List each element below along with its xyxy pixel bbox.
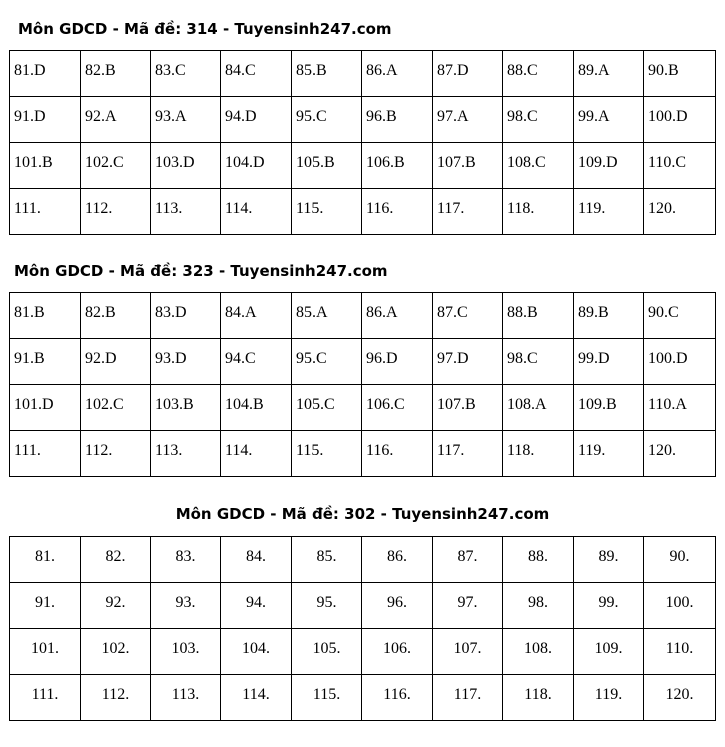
answer-text: 86.A	[366, 304, 398, 321]
answer-cell	[433, 431, 503, 477]
answer-text: 103.B	[155, 396, 194, 413]
answer-cell	[362, 189, 433, 235]
answer-text: 98.C	[507, 108, 538, 125]
answer-cell	[81, 97, 151, 143]
answer-table-323	[9, 292, 716, 477]
answer-cell	[433, 629, 503, 675]
answer-text: 104.D	[225, 154, 265, 171]
answer-text: 114.	[242, 686, 270, 703]
answer-text: 81.	[35, 548, 55, 565]
answer-cell	[221, 189, 292, 235]
answer-cell	[292, 537, 362, 583]
answer-text: 112.	[85, 442, 113, 459]
answer-cell	[574, 293, 644, 339]
answer-cell	[292, 385, 362, 431]
answer-text: 86.A	[366, 62, 398, 79]
answer-text: 109.	[594, 640, 623, 657]
answer-text: 117.	[437, 200, 465, 217]
answer-cell	[503, 629, 574, 675]
answer-text: 85.A	[296, 304, 328, 321]
answer-cell	[644, 189, 716, 235]
answer-text: 83.	[175, 548, 196, 565]
answer-cell	[292, 293, 362, 339]
answer-text: 110.	[665, 640, 694, 657]
answer-cell	[433, 51, 503, 97]
answer-cell	[151, 293, 221, 339]
answer-text: 114.	[225, 442, 253, 459]
answer-text: 104.B	[225, 396, 264, 413]
answer-cell	[221, 675, 292, 721]
answer-cell	[644, 97, 716, 143]
answer-text: 97.A	[437, 108, 469, 125]
answer-text: 116.	[383, 686, 411, 703]
answer-cell	[10, 339, 81, 385]
answer-text: 112.	[101, 686, 130, 703]
answer-text: 85.	[316, 548, 337, 565]
answer-text: 84.C	[225, 62, 256, 79]
answer-cell	[433, 583, 503, 629]
answer-cell	[81, 583, 151, 629]
answer-cell	[221, 97, 292, 143]
answer-text: 97.D	[437, 350, 469, 367]
answer-text: 81.D	[14, 62, 46, 79]
answer-text: 117.	[437, 442, 465, 459]
answer-cell	[362, 97, 433, 143]
answer-cell	[151, 97, 221, 143]
answer-text: 108.A	[507, 396, 547, 413]
answer-text: 83.D	[155, 304, 187, 321]
section-title-302: Môn GDCD - Mã đề: 302 - Tuyensinh247.com	[175, 505, 550, 523]
table-row	[10, 97, 716, 143]
answer-cell	[81, 189, 151, 235]
answer-text: 105.B	[296, 154, 335, 171]
answer-text: 92.A	[85, 108, 117, 125]
section-title-323: Môn GDCD - Mã đề: 323 - Tuyensinh247.com	[14, 262, 388, 280]
answer-text: 87.	[457, 548, 478, 565]
answer-text: 87.C	[437, 304, 468, 321]
answer-cell	[574, 51, 644, 97]
section-title-314: Môn GDCD - Mã đề: 314 - Tuyensinh247.com	[18, 20, 392, 38]
answer-text: 93.	[175, 594, 196, 611]
answer-text: 95.C	[296, 108, 327, 125]
answer-cell	[433, 385, 503, 431]
table-row	[10, 339, 716, 385]
table-row	[10, 143, 716, 189]
answer-text: 95.	[316, 594, 337, 611]
answer-cell	[221, 339, 292, 385]
answer-text: 108.	[524, 640, 552, 657]
answer-text: 116.	[366, 200, 394, 217]
answer-text: 84.A	[225, 304, 257, 321]
answer-text: 99.A	[578, 108, 610, 125]
table-row	[10, 675, 716, 721]
answer-text: 105.	[312, 640, 341, 657]
answer-cell	[81, 675, 151, 721]
table-row	[10, 385, 716, 431]
answer-cell	[644, 431, 716, 477]
answer-cell	[574, 339, 644, 385]
answer-cell	[574, 537, 644, 583]
answer-cell	[362, 293, 433, 339]
answer-cell	[292, 143, 362, 189]
answer-cell	[221, 293, 292, 339]
answer-text: 93.D	[155, 350, 187, 367]
answer-cell	[81, 537, 151, 583]
answer-text: 102.	[101, 640, 130, 657]
answer-cell	[644, 143, 716, 189]
table-row	[10, 583, 716, 629]
answer-cell	[644, 293, 716, 339]
answer-cell	[151, 385, 221, 431]
answer-text: 83.C	[155, 62, 186, 79]
answer-cell	[503, 385, 574, 431]
answer-cell	[503, 51, 574, 97]
answer-text: 88.C	[507, 62, 538, 79]
answer-cell	[151, 537, 221, 583]
answer-cell	[151, 629, 221, 675]
answer-cell	[10, 293, 81, 339]
answer-cell	[151, 189, 221, 235]
answer-cell	[10, 51, 81, 97]
answer-text: 119.	[578, 442, 606, 459]
answer-cell	[10, 629, 81, 675]
answer-cell	[221, 143, 292, 189]
table-row	[10, 431, 716, 477]
answer-cell	[362, 143, 433, 189]
answer-cell	[362, 339, 433, 385]
answer-text: 102.C	[85, 154, 124, 171]
answer-text: 82.B	[85, 304, 116, 321]
answer-text: 117.	[453, 686, 482, 703]
answer-cell	[503, 431, 574, 477]
table-row	[10, 537, 716, 583]
answer-text: 96.D	[366, 350, 398, 367]
answer-cell	[292, 189, 362, 235]
answer-cell	[151, 675, 221, 721]
answer-text: 90.B	[648, 62, 679, 79]
answer-cell	[433, 189, 503, 235]
answer-cell	[151, 431, 221, 477]
answer-text: 114.	[225, 200, 253, 217]
answer-cell	[503, 97, 574, 143]
answer-text: 101.	[31, 640, 59, 657]
answer-cell	[10, 583, 81, 629]
answer-cell	[574, 385, 644, 431]
answer-text: 105.C	[296, 396, 335, 413]
answer-text: 109.D	[578, 154, 618, 171]
answer-cell	[151, 51, 221, 97]
answer-text: 106.	[383, 640, 411, 657]
answer-table-314	[9, 50, 716, 235]
answer-cell	[81, 51, 151, 97]
answer-cell	[503, 675, 574, 721]
answer-cell	[433, 339, 503, 385]
answer-cell	[10, 97, 81, 143]
answer-text: 88.B	[507, 304, 538, 321]
answer-cell	[574, 675, 644, 721]
answer-cell	[10, 189, 81, 235]
answer-text: 90.C	[648, 304, 679, 321]
answer-text: 82.B	[85, 62, 116, 79]
table-row	[10, 51, 716, 97]
answer-cell	[362, 385, 433, 431]
answer-cell	[292, 629, 362, 675]
answer-text: 120.	[648, 200, 676, 217]
answer-cell	[362, 431, 433, 477]
answer-cell	[221, 385, 292, 431]
answer-text: 118.	[507, 442, 535, 459]
answer-cell	[644, 385, 716, 431]
answer-text: 87.D	[437, 62, 469, 79]
answer-text: 99.D	[578, 350, 610, 367]
answer-text: 89.B	[578, 304, 609, 321]
answer-text: 86.	[387, 548, 407, 565]
answer-text: 112.	[85, 200, 113, 217]
answer-cell	[81, 385, 151, 431]
answer-text: 106.C	[366, 396, 405, 413]
answer-text: 103.	[171, 640, 200, 657]
answer-cell	[362, 629, 433, 675]
answer-text: 120.	[648, 442, 676, 459]
answer-text: 111.	[14, 442, 41, 459]
answer-cell	[362, 537, 433, 583]
answer-cell	[644, 537, 716, 583]
answer-text: 106.B	[366, 154, 405, 171]
answer-text: 96.B	[366, 108, 397, 125]
answer-cell	[292, 431, 362, 477]
answer-cell	[151, 339, 221, 385]
answer-text: 98.C	[507, 350, 538, 367]
answer-text: 92.D	[85, 350, 117, 367]
answer-text: 111.	[31, 686, 59, 703]
answer-cell	[292, 339, 362, 385]
answer-cell	[433, 143, 503, 189]
answer-cell	[574, 431, 644, 477]
answer-text: 102.C	[85, 396, 124, 413]
answer-cell	[292, 51, 362, 97]
answer-cell	[10, 675, 81, 721]
answer-text: 104.	[242, 640, 270, 657]
answer-cell	[574, 97, 644, 143]
answer-cell	[81, 629, 151, 675]
answer-text: 107.B	[437, 154, 476, 171]
table-row	[10, 293, 716, 339]
answer-cell	[81, 431, 151, 477]
answer-text: 88.	[528, 548, 548, 565]
answer-cell	[81, 293, 151, 339]
answer-cell	[644, 51, 716, 97]
answer-text: 100.D	[648, 108, 688, 125]
answer-cell	[81, 143, 151, 189]
answer-text: 110.C	[648, 154, 687, 171]
answer-text: 113.	[171, 686, 200, 703]
answer-text: 82.	[105, 548, 126, 565]
answer-text: 89.A	[578, 62, 610, 79]
answer-cell	[644, 675, 716, 721]
answer-text: 92.	[105, 594, 126, 611]
answer-text: 90.	[669, 548, 690, 565]
answer-text: 98.	[528, 594, 548, 611]
answer-cell	[292, 97, 362, 143]
answer-cell	[151, 583, 221, 629]
answer-cell	[433, 293, 503, 339]
answer-text: 116.	[366, 442, 394, 459]
answer-text: 85.B	[296, 62, 327, 79]
answer-cell	[433, 675, 503, 721]
answer-text: 94.	[246, 594, 266, 611]
answer-text: 103.D	[155, 154, 195, 171]
answer-cell	[433, 537, 503, 583]
answer-text: 81.B	[14, 304, 45, 321]
answer-text: 95.C	[296, 350, 327, 367]
answer-cell	[574, 629, 644, 675]
answer-text: 101.D	[14, 396, 54, 413]
answer-text: 107.B	[437, 396, 476, 413]
answer-cell	[503, 583, 574, 629]
answer-cell	[503, 339, 574, 385]
answer-cell	[644, 583, 716, 629]
answer-text: 100.	[665, 594, 694, 611]
answer-cell	[574, 143, 644, 189]
answer-cell	[433, 97, 503, 143]
answer-text: 118.	[507, 200, 535, 217]
answer-text: 115.	[296, 442, 324, 459]
answer-text: 99.	[598, 594, 619, 611]
answer-text: 96.	[387, 594, 407, 611]
answer-cell	[10, 431, 81, 477]
answer-text: 101.B	[14, 154, 53, 171]
answer-cell	[644, 339, 716, 385]
answer-text: 118.	[524, 686, 552, 703]
table-row	[10, 629, 716, 675]
answer-text: 91.D	[14, 108, 46, 125]
answer-cell	[362, 583, 433, 629]
answer-text: 113.	[155, 442, 183, 459]
answer-cell	[644, 629, 716, 675]
answer-cell	[221, 431, 292, 477]
answer-text: 108.C	[507, 154, 546, 171]
answer-cell	[503, 293, 574, 339]
answer-text: 89.	[598, 548, 619, 565]
answer-cell	[362, 675, 433, 721]
answer-cell	[81, 339, 151, 385]
answer-text: 91.B	[14, 350, 45, 367]
answer-cell	[221, 583, 292, 629]
answer-cell	[503, 189, 574, 235]
answer-cell	[10, 143, 81, 189]
answer-cell	[574, 583, 644, 629]
table-row	[10, 189, 716, 235]
answer-text: 115.	[296, 200, 324, 217]
answer-text: 120.	[665, 686, 694, 703]
answer-text: 113.	[155, 200, 183, 217]
answer-cell	[574, 189, 644, 235]
answer-text: 100.D	[648, 350, 688, 367]
answer-text: 84.	[246, 548, 266, 565]
answer-text: 115.	[312, 686, 341, 703]
answer-cell	[362, 51, 433, 97]
answer-table-302	[9, 536, 716, 721]
answer-cell	[221, 537, 292, 583]
answer-cell	[221, 629, 292, 675]
answer-text: 97.	[457, 594, 478, 611]
answer-text: 109.B	[578, 396, 617, 413]
answer-text: 94.D	[225, 108, 257, 125]
answer-text: 94.C	[225, 350, 256, 367]
answer-cell	[292, 675, 362, 721]
answer-text: 93.A	[155, 108, 187, 125]
answer-cell	[503, 537, 574, 583]
answer-text: 119.	[578, 200, 606, 217]
answer-text: 91.	[35, 594, 55, 611]
answer-cell	[151, 143, 221, 189]
answer-cell	[10, 537, 81, 583]
answer-text: 111.	[14, 200, 41, 217]
answer-cell	[292, 583, 362, 629]
answer-cell	[221, 51, 292, 97]
answer-cell	[10, 385, 81, 431]
answer-cell	[503, 143, 574, 189]
answer-text: 110.A	[648, 396, 687, 413]
answer-text: 107.	[453, 640, 482, 657]
answer-text: 119.	[594, 686, 623, 703]
